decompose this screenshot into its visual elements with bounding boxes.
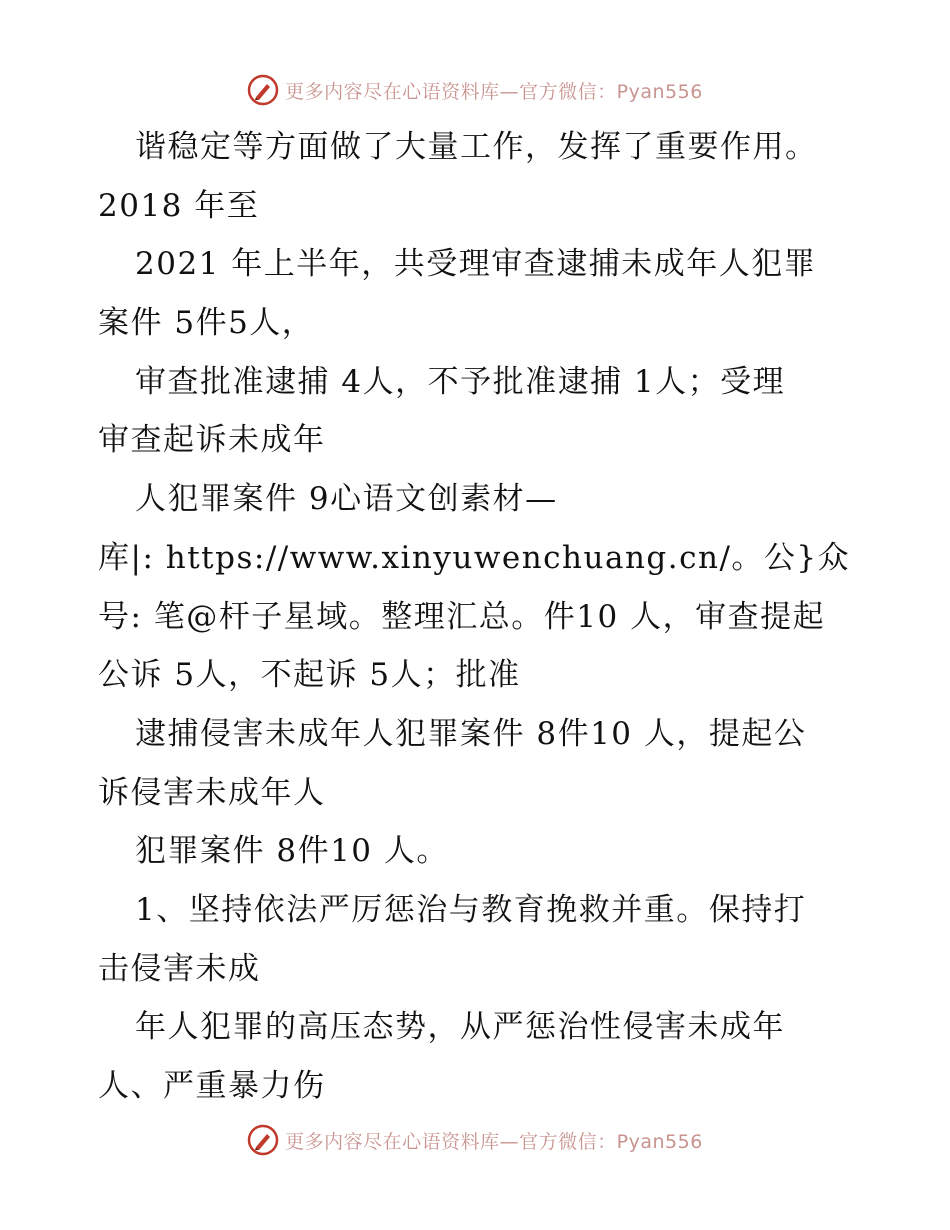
text-line: 2018 年至: [98, 187, 260, 224]
footer-watermark: [0, 1120, 950, 1160]
text-line: 谐稳定等方面做了大量工作，发挥了重要作用。: [135, 129, 818, 165]
text-line: 审查起诉未成年: [98, 422, 326, 459]
document-body: [98, 118, 858, 1116]
text-line: 案件 5件5人，: [98, 305, 315, 342]
watermark-text: 更多内容尽在心语资料库—官方微信：Pyan556: [285, 80, 703, 103]
text-line: 1、坚持依法严厉惩治与教育挽救并重。保持打: [135, 891, 807, 928]
text-line: 诉侵害未成年人: [98, 774, 326, 811]
text-line: 击侵害未成: [98, 950, 261, 987]
header-watermark: [0, 70, 950, 110]
text-line: 人、严重暴力伤: [98, 1068, 326, 1104]
text-line: 人犯罪案件 9心语文创素材—: [135, 481, 558, 518]
watermark-text: 更多内容尽在心语资料库—官方微信：Pyan556: [285, 1130, 703, 1153]
text-line: 审查批准逮捕 4人，不予批准逮捕 1人；受理: [135, 363, 786, 400]
text-line: 犯罪案件 8件10 人。: [135, 833, 449, 870]
text-line: 年人犯罪的高压态势，从严惩治性侵害未成年: [135, 1009, 785, 1046]
text-line: 逮捕侵害未成年人犯罪案件 8件10 人，提起公: [135, 715, 807, 752]
text-line: 库|: https://www.xinyuwenchuang.cn/。公}众: [98, 539, 851, 576]
pen-circle-icon: [247, 74, 279, 106]
text-line: 2021 年上半年，共受理审查逮捕未成年人犯罪: [135, 246, 817, 283]
text-line: 号: 笔@杆子星域。整理汇总。件10 人，审查提起: [98, 598, 826, 635]
pen-circle-icon: [247, 1124, 279, 1156]
text-line: 公诉 5人，不起诉 5人；批准: [98, 657, 521, 694]
